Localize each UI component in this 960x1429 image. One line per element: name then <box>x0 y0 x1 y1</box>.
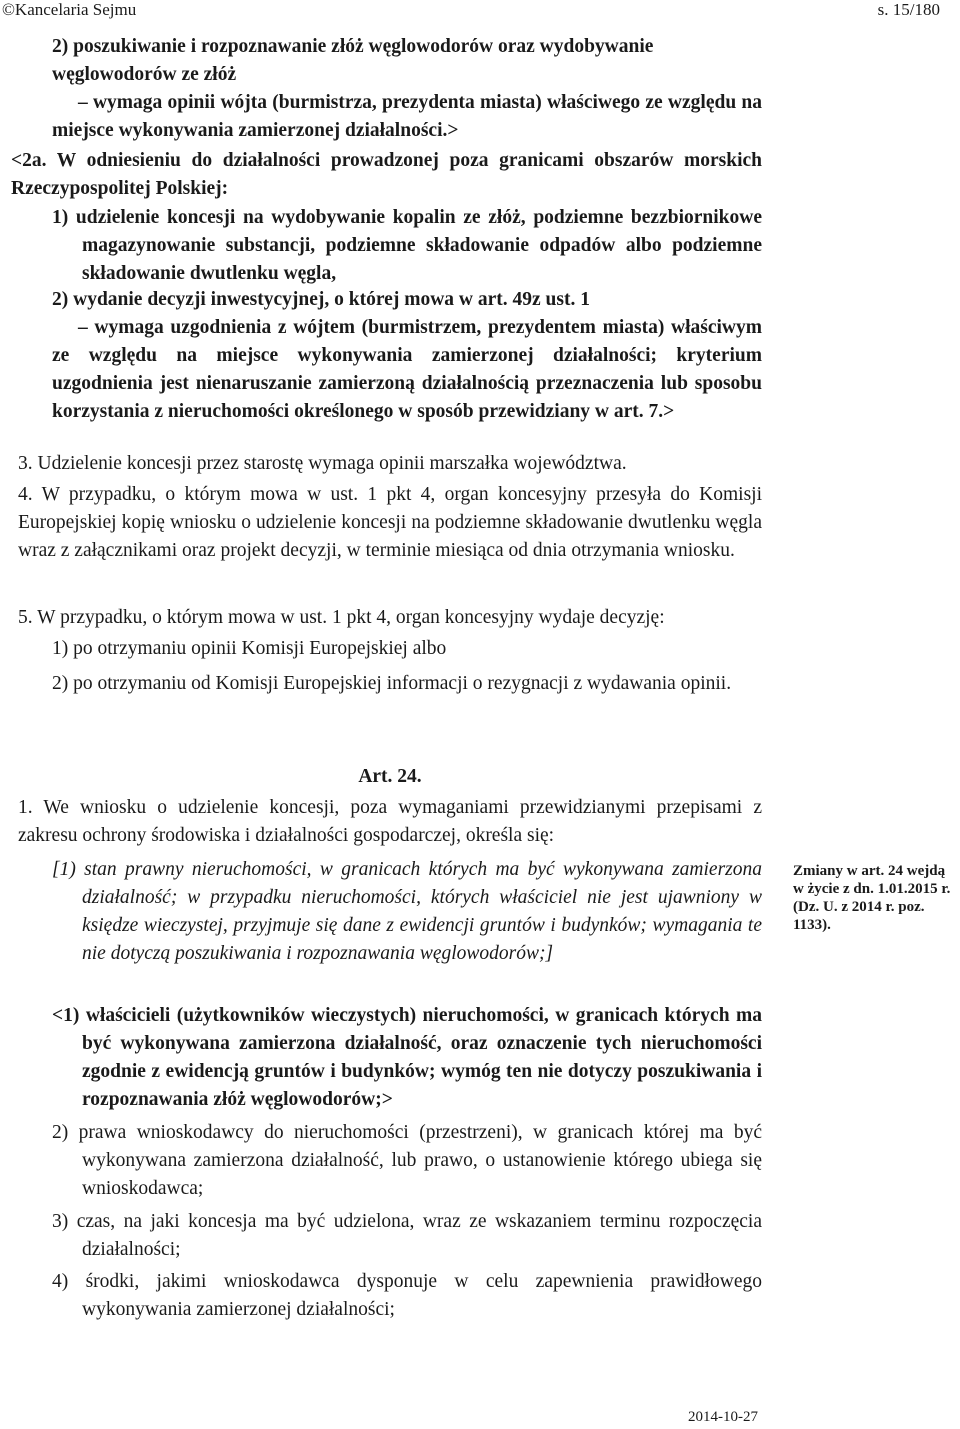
article-24-item-4: 4) środki, jakimi wnioskodawca dysponuje w celu zapewnienia prawidłowego wykonywania zamierzonej działalności; <box>52 1271 762 1320</box>
paragraph-5: 5. W przypadku, o którym mowa w ust. 1 pkt 4, organ koncesyjny wydaje decyzję: <box>18 607 665 628</box>
paragraph-5-item-2: 2) po otrzymaniu od Komisji Europejskiej informacji o rezygnacji z wydawania opinii. <box>52 673 732 694</box>
footer-date: 2014-10-27 <box>688 1409 758 1425</box>
paragraph-2a: <2a. W odniesieniu do działalności prowadzonej poza granicami obszarów morskich Rzeczypospolitej Polskiej: <box>11 150 762 199</box>
article-24-paragraph-1: 1. We wniosku o udzielenie koncesji, poza wymaganiami przewidzianymi przepisami z zakresu ochrony środowiska i działalności gospodarczej, określa się: <box>18 797 762 846</box>
paragraph-5-item-1: 1) po otrzymaniu opinii Komisji Europejskiej albo <box>52 638 447 659</box>
article-24-item-1-new: <1) właścicieli (użytkowników wieczystych) nieruchomości, w granicach których ma być wykonywana zamierzona działalność, oraz oznaczenie tych nieruchomości zgodnie z ewidencją gruntów i budynków; wymóg ten nie dotyczy poszukiwania i rozpoznawania złóż węglowodorów;> <box>52 1005 762 1110</box>
header-publisher: ©Kancelaria Sejmu <box>2 0 137 19</box>
paragraph-2-exploration: 2) poszukiwanie i rozpoznawanie złóż węglowodorów oraz wydobywanie węglowodorów ze złóż <box>52 36 654 85</box>
paragraph-2a-item-1: 1) udzielenie koncesji na wydobywanie kopalin ze złóż, podziemne bezzbiornikowe magazynowanie substancji, podziemne składowanie odpadów albo podziemne składowanie dwutlenku węgla, <box>52 207 762 284</box>
side-note-changes: Zmiany w art. 24 wejdą w życie z dn. 1.01.2015 r. (Dz. U. z 2014 r. poz. 1133). <box>793 863 951 933</box>
article-heading: Art. 24. <box>358 766 422 787</box>
article-24-item-1-old: [1) stan prawny nieruchomości, w granicach których ma być wykonywana zamierzona działalność; w przypadku nieruchomości, których właściciel nie jest ujawniony w księdze wieczystej, przyjmuje się dane z ewidencji gruntów i budynków; wymagania te nie dotyczą poszukiwania i rozpoznawania węglowodorów;] <box>52 859 762 964</box>
header-page-number: s. 15/180 <box>877 0 940 19</box>
article-24-item-3: 3) czas, na jaki koncesja ma być udzielona, wraz ze wskazaniem terminu rozpoczęcia działalności; <box>52 1211 762 1260</box>
article-24-item-2: 2) prawa wnioskodawcy do nieruchomości (przestrzeni), w granicach której ma być wykonywana zamierzona działalność, lub prawo, o ustanowienie którego ubiega się wnioskodawca; <box>52 1122 762 1199</box>
paragraph-2a-item-2: 2) wydanie decyzji inwestycyjnej, o której mowa w art. 49z ust. 1 <box>52 289 590 310</box>
paragraph-4: 4. W przypadku, o którym mowa w ust. 1 pkt 4, organ koncesyjny przesyła do Komisji Europejskiej kopię wniosku o udzielenie koncesji na podziemne składowanie dwutlenku węgla wraz z załącznikami oraz projekt decyzji, w terminie miesiąca od dnia otrzymania wniosku. <box>18 484 762 561</box>
paragraph-3: 3. Udzielenie koncesji przez starostę wymaga opinii marszałka województwa. <box>18 453 627 474</box>
paragraph-requires-agreement: – wymaga uzgodnienia z wójtem (burmistrzem, prezydentem miasta) właściwym ze względu na miejsce wykonywania zamierzonej działalności; kryterium uzgodnienia jest nienaruszanie zamierzoną działalnością przeznaczenia lub sposobu korzystania z nieruchomości określonego w sposób przewidziany w art. 7.> <box>52 317 762 422</box>
paragraph-requires-opinion: – wymaga opinii wójta (burmistrza, prezydenta miasta) właściwego ze względu na miejsce wykonywania zamierzonej działalności.> <box>52 92 762 141</box>
